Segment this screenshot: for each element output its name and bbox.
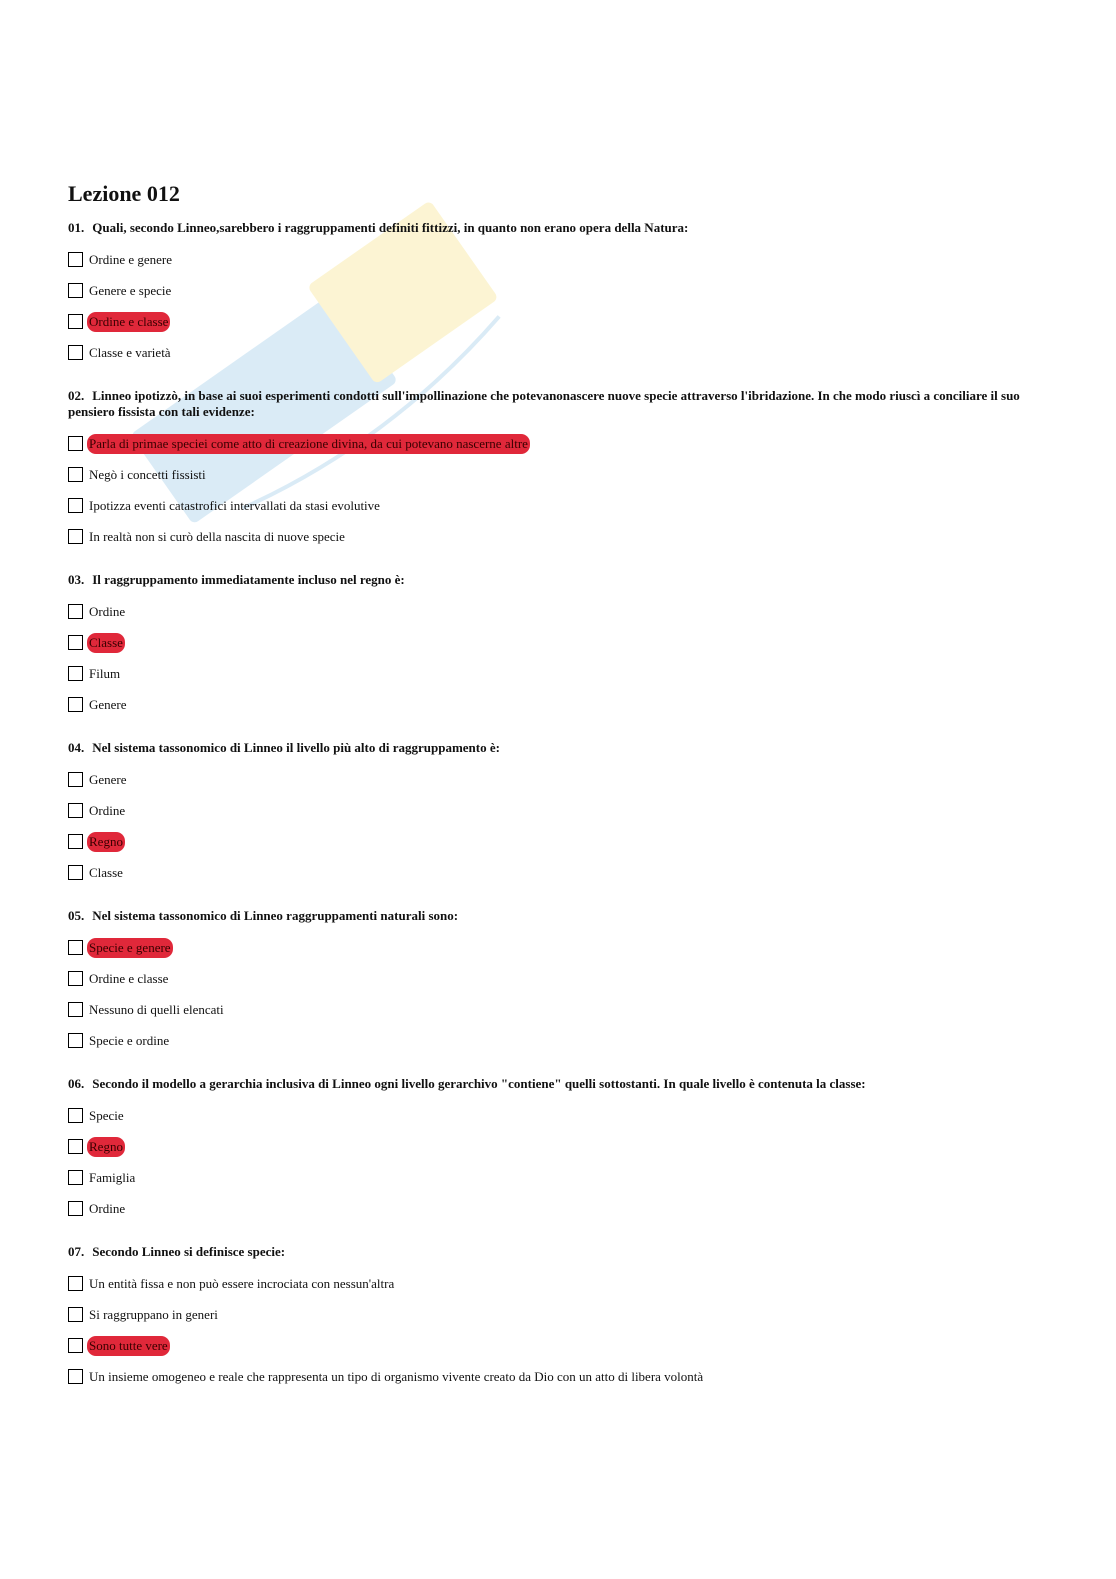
- question-4: [68, 740, 1048, 888]
- question-7: [68, 1244, 1048, 1392]
- answer-option[interactable]: [68, 490, 1048, 521]
- question-label: Secondo il modello a gerarchia inclusiva di Linneo ogni livello gerarchivo "contiene" quelli sottostanti. In quale livello è contenuta la classe:: [92, 1076, 866, 1091]
- question-label: Nel sistema tassonomico di Linneo il livello più alto di raggruppamento è:: [92, 740, 500, 755]
- answer-option[interactable]: [68, 658, 1048, 689]
- question-label: Il raggruppamento immediatamente incluso nel regno è:: [92, 572, 405, 587]
- answer-checkbox[interactable]: [68, 529, 83, 544]
- question-text: [68, 908, 1048, 924]
- answer-checkbox[interactable]: [68, 635, 83, 650]
- answer-option[interactable]: [68, 521, 1048, 552]
- question-number: 07.: [68, 1244, 85, 1259]
- answer-checkbox[interactable]: [68, 436, 83, 451]
- answer-option[interactable]: [68, 1025, 1048, 1056]
- answer-checkbox[interactable]: [68, 1170, 83, 1185]
- answer-label: Ordine: [89, 1200, 126, 1216]
- answer-option[interactable]: [68, 306, 1048, 337]
- question-text: [68, 220, 1048, 236]
- question-label: Secondo Linneo si definisce specie:: [92, 1244, 286, 1259]
- answer-checkbox[interactable]: [68, 772, 83, 787]
- answer-checkbox[interactable]: [68, 940, 83, 955]
- answer-option[interactable]: [68, 627, 1048, 658]
- question-1: [68, 220, 1048, 368]
- answer-label-highlighted: Classe: [87, 633, 125, 653]
- answer-checkbox[interactable]: [68, 834, 83, 849]
- answer-label: Nessuno di quelli elencati: [89, 1001, 224, 1017]
- question-list: [68, 220, 1048, 1392]
- question-number: 05.: [68, 908, 85, 923]
- answer-checkbox[interactable]: [68, 803, 83, 818]
- answer-label: Classe: [89, 864, 123, 880]
- answer-label: In realtà non si curò della nascita di nuove specie: [89, 528, 345, 544]
- answer-option[interactable]: [68, 459, 1048, 490]
- answer-option[interactable]: [68, 275, 1048, 306]
- answer-option[interactable]: [68, 857, 1048, 888]
- question-number: 06.: [68, 1076, 85, 1091]
- answer-option[interactable]: [68, 826, 1048, 857]
- answer-option[interactable]: [68, 596, 1048, 627]
- answer-checkbox[interactable]: [68, 971, 83, 986]
- answer-label: Negò i concetti fissisti: [89, 466, 206, 482]
- answer-label: Ipotizza eventi catastrofici intervallati da stasi evolutive: [89, 497, 380, 513]
- answer-option[interactable]: [68, 1162, 1048, 1193]
- answer-option[interactable]: [68, 337, 1048, 368]
- answer-option[interactable]: [68, 764, 1048, 795]
- question-label: Quali, secondo Linneo,sarebbero i raggruppamenti definiti fittizzi, in quanto non erano opera della Natura:: [92, 220, 689, 235]
- question-text: [68, 1244, 1048, 1260]
- answer-checkbox[interactable]: [68, 1307, 83, 1322]
- answer-label: Ordine: [89, 603, 126, 619]
- answer-label-highlighted: Sono tutte vere: [87, 1336, 170, 1356]
- answer-option[interactable]: [68, 1268, 1048, 1299]
- answer-checkbox[interactable]: [68, 283, 83, 298]
- question-number: 03.: [68, 572, 85, 587]
- answer-checkbox[interactable]: [68, 1139, 83, 1154]
- answer-checkbox[interactable]: [68, 666, 83, 681]
- question-number: 01.: [68, 220, 85, 235]
- answer-checkbox[interactable]: [68, 1108, 83, 1123]
- answer-checkbox[interactable]: [68, 467, 83, 482]
- answer-option[interactable]: [68, 932, 1048, 963]
- answer-option[interactable]: [68, 994, 1048, 1025]
- answer-label: Famiglia: [89, 1169, 136, 1185]
- question-text: [68, 1076, 1048, 1092]
- answer-option[interactable]: [68, 1330, 1048, 1361]
- question-5: [68, 908, 1048, 1056]
- answer-label: Classe e varietà: [89, 344, 171, 360]
- answer-checkbox[interactable]: [68, 498, 83, 513]
- answer-checkbox[interactable]: [68, 865, 83, 880]
- answer-option[interactable]: [68, 428, 1048, 459]
- answer-checkbox[interactable]: [68, 314, 83, 329]
- answer-label: Ordine: [89, 802, 126, 818]
- answer-label: Si raggruppano in generi: [89, 1306, 218, 1322]
- answer-checkbox[interactable]: [68, 1276, 83, 1291]
- answer-option[interactable]: [68, 689, 1048, 720]
- answer-option[interactable]: [68, 1361, 1048, 1392]
- question-number: 02.: [68, 388, 85, 403]
- answer-label-highlighted: Regno: [87, 1137, 125, 1157]
- answer-option[interactable]: [68, 1193, 1048, 1224]
- answer-label: Specie e ordine: [89, 1032, 170, 1048]
- question-2: [68, 388, 1048, 552]
- answer-checkbox[interactable]: [68, 345, 83, 360]
- answer-label: Ordine e genere: [89, 251, 173, 267]
- document-page: [68, 180, 1048, 1412]
- answer-option[interactable]: [68, 244, 1048, 275]
- question-3: [68, 572, 1048, 720]
- answer-label: Un entità fissa e non può essere incrociata con nessun'altra: [89, 1275, 395, 1291]
- answer-option[interactable]: [68, 963, 1048, 994]
- answer-label-highlighted: Parla di primae speciei come atto di creazione divina, da cui potevano nascerne altre: [87, 434, 530, 454]
- answer-label: Filum: [89, 665, 121, 681]
- answer-checkbox[interactable]: [68, 252, 83, 267]
- question-label: Linneo ipotizzò, in base ai suoi esperimenti condotti sull'impollinazione che potevanonascere nuove specie attraverso l'ibridazione. In che modo riuscì a conciliare il suo pensiero fissista con tali evidenze:: [68, 388, 1020, 419]
- answer-checkbox[interactable]: [68, 1002, 83, 1017]
- question-text: [68, 572, 1048, 588]
- answer-option[interactable]: [68, 1100, 1048, 1131]
- question-label: Nel sistema tassonomico di Linneo raggruppamenti naturali sono:: [92, 908, 459, 923]
- answer-checkbox[interactable]: [68, 1369, 83, 1384]
- answer-option[interactable]: [68, 1131, 1048, 1162]
- answer-label: Genere: [89, 696, 127, 712]
- answer-option[interactable]: [68, 1299, 1048, 1330]
- page-title: Lezione 012: [68, 181, 180, 206]
- answer-checkbox[interactable]: [68, 1033, 83, 1048]
- answer-label: Un insieme omogeneo e reale che rappresenta un tipo di organismo vivente creato da Dio con un atto di libera volontà: [89, 1368, 704, 1384]
- answer-label-highlighted: Regno: [87, 832, 125, 852]
- answer-label: Genere e specie: [89, 282, 172, 298]
- question-text: [68, 740, 1048, 756]
- answer-label-highlighted: Ordine e classe: [87, 312, 170, 332]
- answer-checkbox[interactable]: [68, 1338, 83, 1353]
- question-text: [68, 388, 1048, 420]
- question-6: [68, 1076, 1048, 1224]
- answer-checkbox[interactable]: [68, 604, 83, 619]
- answer-checkbox[interactable]: [68, 697, 83, 712]
- question-number: 04.: [68, 740, 85, 755]
- answer-label: Specie: [89, 1107, 124, 1123]
- answer-label: Genere: [89, 771, 127, 787]
- answer-option[interactable]: [68, 795, 1048, 826]
- answer-label: Ordine e classe: [89, 970, 169, 986]
- answer-checkbox[interactable]: [68, 1201, 83, 1216]
- answer-label-highlighted: Specie e genere: [87, 938, 173, 958]
